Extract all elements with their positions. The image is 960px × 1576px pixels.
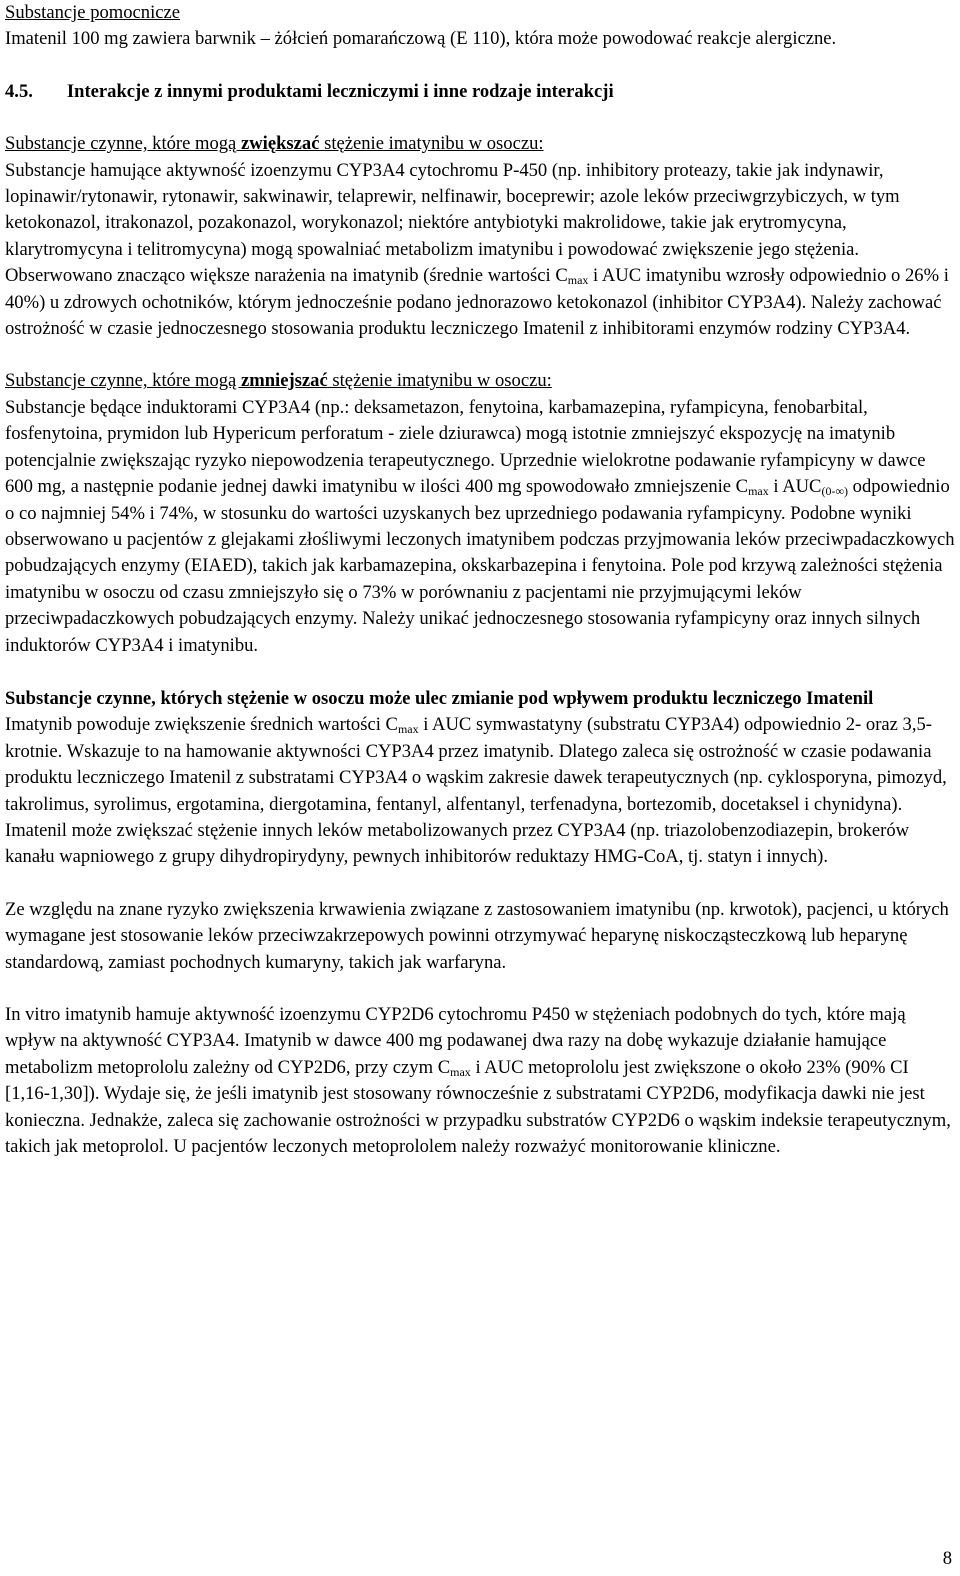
increase-paragraph: Substancje hamujące aktywność izoenzymu CYP3A4 cytochromu P-450 (np. inhibitory proteazy, takie jak indynawir, lopinawir/rytonawir, rytonawir, sakwinawir, telaprewir, nelfinawir, boceprewir; azole leków przeciwgrzybiczych, w tym ketokonazol, itrakonazol, pozakonazol, worykonazol; niektóre antybiotyki makrolidowe, takie jak erytromycyna, klarytromycyna i telitromycyna) mogą spowalniać metabolizm imatynibu i powodować zwiększenie jego stężenia. Obserwowano znacząco większe narażenia na imatynib (średnie wartości $C_{max}$ i AUC imatynibu wzrosły odpowiednio o 26% i 40%) u zdrowych ochotników, którym jednocześnie podano jednorazowo ketokonazol (inhibitor CYP3A4). Należy zachować ostrożność w czasie jednoczesnego stosowania produktu leczniczego Imatenil z inhibitorami enzymów rodziny CYP3A4. [5, 159, 949, 340]
altered-paragraph-1: Imatynib powoduje zwiększenie średnich wartości $C_{max}$ i AUC symwastatyny (substratu CYP3A4) odpowiednio 2- oraz 3,5-krotnie. Wskazuje to na hamowanie aktywności CYP3A4 przez imatynib. Dlatego zaleca się ostrożność w czasie podawania produktu leczniczego Imatenil z substratami CYP3A4 o wąskim zakresie dawek terapeutycznych (np. cyklosporyna, pimozyd, takrolimus, syrolimus, ergotamina, diergotamina, fentanyl, alfentanyl, terfenadyna, bortezomib, docetaksel i chynidyna). Imatenil może zwiększać stężenie innych leków metabolizowanych przez CYP3A4 (np. triazolobenzodiazepin, brokerów kanału wapniowego z grupy dihydropirydyny, pewnych inhibitorów reduktazy HMG-CoA, tj. statyn i innych). [5, 714, 947, 868]
section-title: Interakcje z innymi produktami leczniczymi i inne rodzaje interakcji [66, 80, 614, 102]
section-excipients [5, 0, 955, 53]
decrease-paragraph: Substancje będące induktorami CYP3A4 (np.: deksametazon, fenytoina, karbamazepina, ryfampicyna, fenobarbital, fosfenytoina, prymidon lub Hypericum perforatum - ziele dziurawca) mogą istotnie zmniejszyć ekspozycję na imatynib potencjalnie zwiększając ryzyko niepowodzenia terapeutycznego. Uprzednie wielokrotne podawanie ryfampicyny w dawce 600 mg, a następnie podanie jednej dawki imatynibu w ilości 400 mg spowodowało zmniejszenie $C_{max}$ i $AUC_{(0-\infty)}$ odpowiednio o co najmniej 54% i 74%, w stosunku do wartości uzyskanych bez uprzedniego podawania ryfampicyny. Podobne wyniki obserwowano u pacjentów z glejakami złośliwymi leczonych imatynibem podczas przyjmowania leków przeciwpadaczkowych pobudzających enzymy (EIAED), takich jak karbamazepina, okskarbazepina i fenytoina. Pole pod krzywą zależności stężenia imatynibu w osoczu od czasu zmniejszyło się o 73% w porównaniu z pacjentami nie przyjmującymi leków przeciwpadaczkowych pobudzających enzymy. Należy unikać jednoczesnego stosowania ryfampicyny oraz innych silnych induktorów CYP3A4 i imatynibu. [5, 396, 955, 656]
section-altered [5, 686, 955, 1161]
section-number: 4.5. [5, 80, 33, 102]
altered-paragraph-2: Ze względu na znane ryzyko zwiększenia krwawienia związane z zastosowaniem imatynibu (np. krwotok), pacjenci, u których wymagane jest stosowanie leków przeciwzakrzepowych powinni otrzymywać heparynę niskocząsteczkową lub heparynę standardową, zamiast pochodnych kumaryny, takich jak warfaryna. [5, 898, 949, 973]
altered-paragraph-3: In vitro imatynib hamuje aktywność izoenzymu CYP2D6 cytochromu P450 w stężeniach podobnych do tych, które mają wpływ na aktywność CYP3A4. Imatynib w dawce 400 mg podawanej dwa razy na dobę wykazuje działanie hamujące metabolizm metoprololu zależny od CYP2D6, przy czym $C_{max}$ i AUC metoprololu jest zwiększone o około 23% (90% CI [1,16-1,30]). Wydaje się, że jeśli imatynib jest stosowany równocześnie z substratami CYP2D6, modyfikacja dawki nie jest konieczna. Jednakże, zaleca się zachowanie ostrożności w przypadku substratów CYP2D6 o wąskim indeksie terapeutycznym, takich jak metoprolol. U pacjentów leczonych metoprololem należy rozważyć monitorowanie kliniczne. [5, 1004, 951, 1158]
decrease-heading: Substancje czynne, które mogą zmniejszać stężenie imatynibu w osoczu: [5, 370, 552, 392]
excipients-text: Imatenil 100 mg zawiera barwnik – żółcień pomarańczową (E 110), która może powodować reakcje alergiczne. [5, 28, 837, 50]
document-page [5, 0, 955, 1160]
altered-heading: Substancje czynne, których stężenie w osoczu może ulec zmianie pod wpływem produktu leczniczego Imatenil [5, 687, 874, 709]
excipients-heading: Substancje pomocnicze [5, 2, 181, 23]
section-heading-4-5 [5, 79, 955, 105]
increase-heading: Substancje czynne, które mogą zwiększać stężenie imatynibu w osoczu: [5, 133, 544, 155]
page-number: 8 [942, 1548, 952, 1569]
section-increase [5, 131, 955, 342]
section-decrease [5, 368, 955, 658]
